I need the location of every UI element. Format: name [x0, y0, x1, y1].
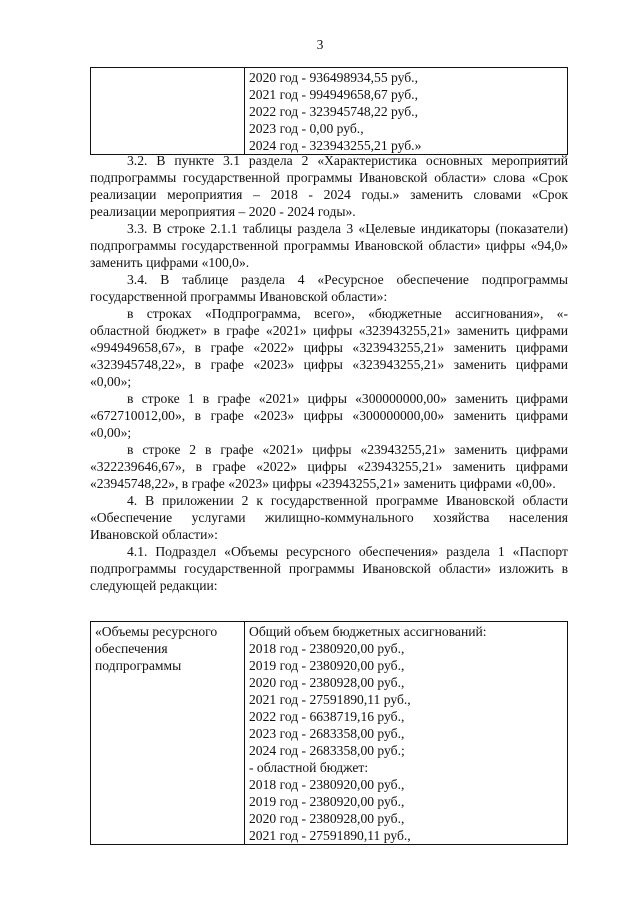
resource-volume-table	[90, 621, 568, 845]
amount-line: 2022 год - 6638719,16 руб.,	[249, 709, 405, 724]
amount-line: 2023 год - 2683358,00 руб.,	[249, 726, 405, 741]
amount-line: 2021 год - 27591890,11 руб.,	[249, 692, 411, 707]
funding-table-continued	[90, 67, 568, 155]
amount-line: 2019 год - 2380920,00 руб.,	[249, 658, 405, 673]
paragraph-row-2: в строке 2 в графе «2021» цифры «23943255,21» заменить цифрами «322239646,67», в графе «2022» цифры «23943255,21» заменить цифрами «23945748,22», в графе «2023» цифры «23943255,21» заменить цифрами «0,00».	[90, 442, 568, 491]
table-cell-amounts	[245, 622, 568, 845]
paragraph-3-3: 3.3. В строке 2.1.1 таблицы раздела 3 «Целевые индикаторы (показатели) подпрограммы государственной программы Ивановской области» цифры «94,0» заменить цифрами «100,0».	[90, 221, 568, 270]
amount-line: Общий объем бюджетных ассигнований:	[249, 624, 487, 639]
paragraph-3-2: 3.2. В пункте 3.1 раздела 2 «Характеристика основных мероприятий подпрограммы государственной программы Ивановской области» слова «Срок реализации мероприятия – 2018 - 2024 годы.» заменить словами «Срок реализации мероприятия – 2020 - 2024 годы».	[90, 153, 568, 219]
paragraph-4: 4. В приложении 2 к государственной программе Ивановской области «Обеспечение услугами жилищно-коммунального хозяйства населения Ивановской области»:	[90, 493, 568, 542]
year-amount-line: 2022 год - 323945748,22 руб.,	[249, 104, 418, 119]
amount-line: 2018 год - 2380920,00 руб.,	[249, 777, 405, 792]
amount-line: - областной бюджет:	[249, 760, 369, 775]
table-cell-years	[245, 68, 568, 155]
paragraph-3-4: 3.4. В таблице раздела 4 «Ресурсное обеспечение подпрограммы государственной программы Ивановской области»:	[90, 272, 568, 304]
year-amount-line: 2021 год - 994949658,67 руб.,	[249, 87, 418, 102]
amount-line: 2020 год - 2380928,00 руб.,	[249, 675, 405, 690]
amount-line: 2024 год - 2683358,00 руб.;	[249, 743, 405, 758]
page-number: 3	[316, 37, 324, 52]
year-amount-line: 2023 год - 0,00 руб.,	[249, 121, 364, 136]
table-cell-empty	[91, 68, 245, 155]
heading-line: подпрограммы	[95, 658, 182, 673]
table-row	[91, 622, 568, 845]
document-body	[90, 152, 568, 594]
paragraph-row-1: в строке 1 в графе «2021» цифры «300000000,00» заменить цифрами «672710012,00», в графе «2023» цифры «300000000,00» заменить цифрами «0,00»;	[90, 391, 568, 440]
amount-line: 2019 год - 2380920,00 руб.,	[249, 794, 405, 809]
heading-line: обеспечения	[95, 641, 168, 656]
table-row	[91, 68, 568, 155]
amount-line: 2021 год - 27591890,11 руб.,	[249, 828, 411, 843]
heading-line: «Объемы ресурсного	[95, 624, 218, 639]
amount-line: 2020 год - 2380928,00 руб.,	[249, 811, 405, 826]
year-amount-line: 2024 год - 323943255,21 руб.»	[249, 138, 422, 153]
table-cell-heading	[91, 622, 245, 845]
paragraph-4-1: 4.1. Подраздел «Объемы ресурсного обеспечения» раздела 1 «Паспорт подпрограммы государственной программы Ивановской области» изложить в следующей редакции:	[90, 544, 568, 593]
year-amount-line: 2020 год - 936498934,55 руб.,	[249, 70, 418, 85]
paragraph-rows-subprogram: в строках «Подпрограмма, всего», «бюджетные ассигнования», «- областной бюджет» в графе «2021» цифры «323943255,21» заменить цифрами «994949658,67», в графе «2022» цифры «323943255,21» заменить цифрами «323945748,22», в графе «2023» цифры «323943255,21» заменить цифрами «0,00»;	[90, 306, 568, 389]
amount-line: 2018 год - 2380920,00 руб.,	[249, 641, 405, 656]
